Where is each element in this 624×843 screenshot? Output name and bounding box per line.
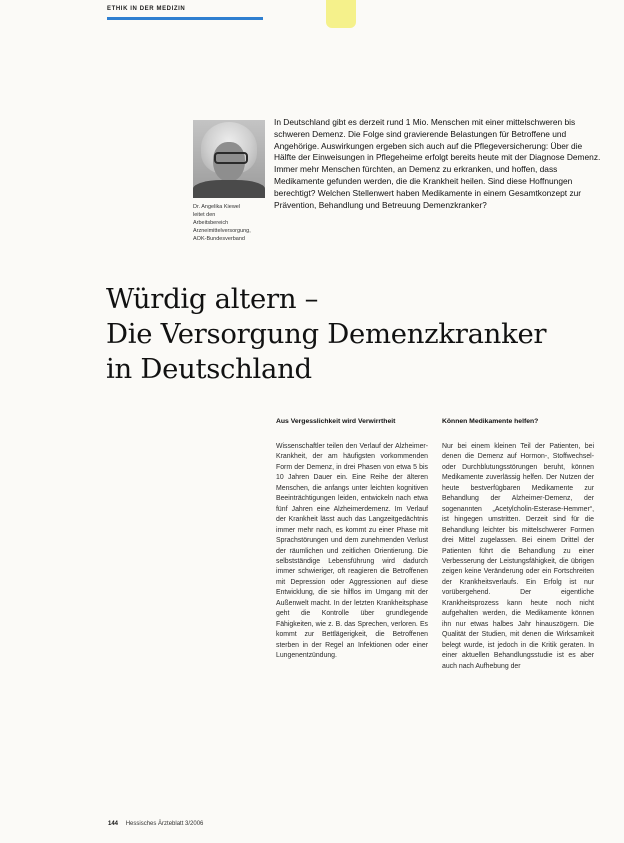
section-header-bar <box>107 3 263 20</box>
column-left-heading: Aus Vergesslichkeit wird Verwirrtheit <box>276 418 396 425</box>
column-right-body: Nur bei einem kleinen Teil der Patienten, bei denen die Demenz auf Hormon-, Stoffwechsel- oder Durchblutungsstörungen beruht, können Medikamente zuverlässig helfen. Der Nutzen der heute bestverfügbaren Medikamente zur Behandlung der Alzheimer-Demenz, der sogenannten „Acetylcholin-Esterase-Hemmer“, ist hingegen umstritten. Derzeit sind für die Behandlung leichter bis mittelschwerer Formen drei Mittel zugelassen. Bei einem Drittel der Patienten führt die Behandlung zu einer Verbesserung der Leistungsfähigkeit, die übrigen zeigen keine Veränderung oder ein Fortschreiten der Krankheitsverlaufs. Ein Erfolg ist nur vorübergehend. Der eigentliche Krankheitsprozess kann heute noch nicht aufgehalten werden, die Medikamente können ihn nur etwas halbes Jahr hinauszögern. Die Qualität der Studien, mit denen die Wirksamkeit belegt wurde, ist jedoch in die Kritik geraten. In einer aktuellen Behandlungsstudie ist es aber auch nach Aufhebung der <box>442 443 594 670</box>
journal-name: Hessisches Ärzteblatt 3/2006 <box>125 821 204 827</box>
caption-line: Arbeitsbereich <box>193 220 229 226</box>
column-left <box>276 418 428 662</box>
headline-line-3: in Deutschland <box>106 353 312 385</box>
column-right-heading: Können Medikamente helfen? <box>442 418 539 425</box>
section-label: ETHIK IN DER MEDIZIN <box>107 6 186 12</box>
headline-line-1: Würdig altern – <box>106 283 319 315</box>
caption-line: leitet den <box>193 212 216 218</box>
caption-line: Dr. Angelika Kiewel <box>193 204 241 210</box>
headline-line-2: Die Versorgung Demenzkranker <box>106 318 547 350</box>
page-number: 144 <box>108 821 119 827</box>
caption-line: AOK-Bundesverband <box>193 236 245 242</box>
author-portrait-photo <box>193 120 265 198</box>
highlight-marker-mark <box>326 0 356 28</box>
column-right <box>442 418 594 672</box>
intro-paragraph: In Deutschland gibt es derzeit rund 1 Mio. Menschen mit einer mittelschweren bis schweren Demenz. Die Folge sind gravierende Belastungen für Betroffene und Angehörige. Auswirkungen ergeben sich auch auf die Pflegeversicherung: Über die Hälfte der Einweisungen in Pflegeheime erfolgt bereits heute mit der Diagnose Demenz. Immer mehr Menschen fürchten, an Demenz zu erkranken, und hoffen, dass Medikamente gefunden werden, die die Krankheit heilen. Sind diese Hoffnungen berechtigt? Welchen Stellenwert haben Medikamente in einem Gesamtkonzept zur Prävention, Behandlung und Betreuung Demenzkranker? <box>274 117 601 210</box>
article-headline <box>106 282 621 387</box>
column-left-body: Wissenschaftler teilen den Verlauf der Alzheimer-Krankheit, der am häufigsten vorkommenden Form der Demenz, in drei Phasen von etwa 5 bis 10 Jahren Dauer ein. Eine Reihe der älteren Menschen, die anfangs unter leichten kognitiven Beeinträchtigungen leiden, entwickeln nach etwa fünf Jahren eine Alzheimerdemenz. Im Verlauf der Krankheit lässt auch das Langzeitgedächtnis immer mehr nach, es kommt zu einer Phase mit Sprachstörungen und dem zunehmenden Verlust der räumlichen und zeitlichen Orientierung. Die selbstständige Lebensführung wird dadurch immer schwieriger, oft reagieren die Betroffenen mit Depression oder Aggressionen auf diese Entwicklung, die sie hilflos im Umgang mit der Außenwelt macht. In der letzten Krankheitsphase geht die Kontrolle über grundlegende Fähigkeiten, wie z. B. das Sprechen, verloren. Es kommt zur Bettlägerigkeit, die Betroffenen sterben in der Regel an Infektionen oder einer Lungenentzündung. <box>276 443 428 660</box>
caption-line: Arzneimittelversorgung, <box>193 228 251 234</box>
page-footer <box>108 821 203 827</box>
author-caption <box>193 203 269 243</box>
